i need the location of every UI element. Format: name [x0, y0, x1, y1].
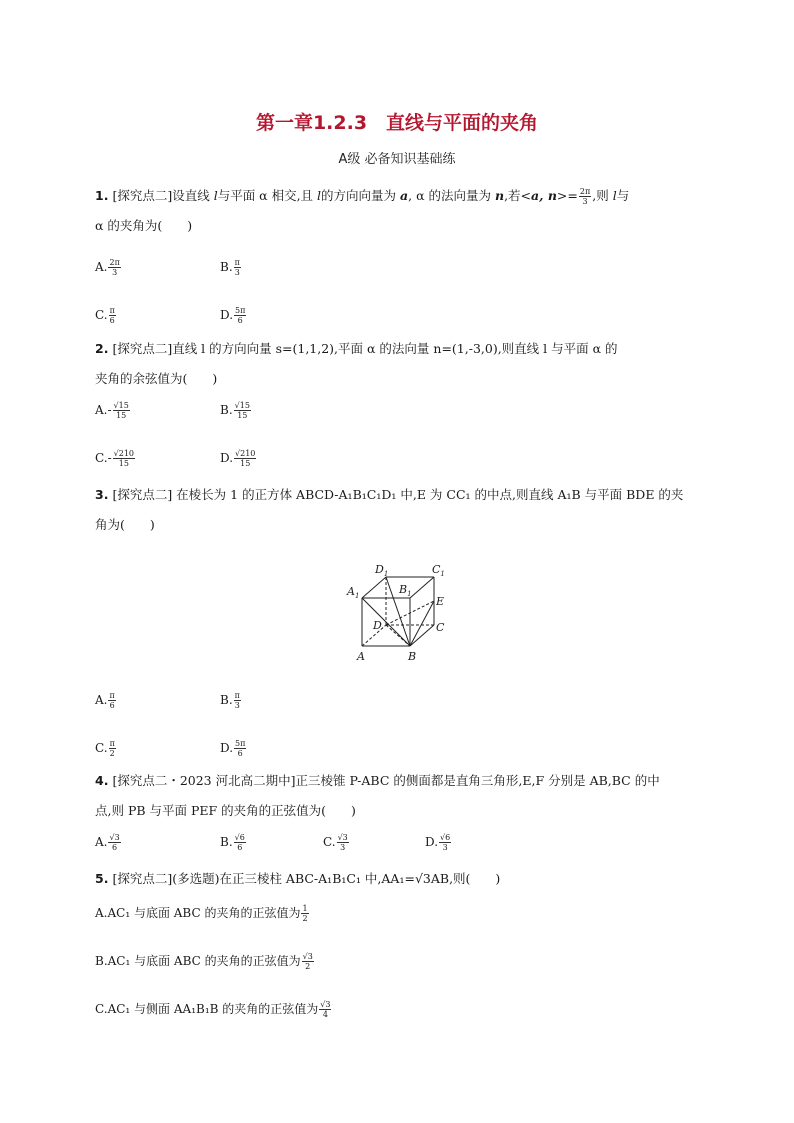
- option-c[interactable]: C.AC₁ 与侧面 AA₁B₁B 的夹角的正弦值为 $\frac{√3}{4}$: [95, 1000, 331, 1019]
- section-subtitle: A级 必备知识基础练: [338, 152, 456, 167]
- option-d[interactable]: D. $\frac{√6}{3}$: [425, 833, 451, 852]
- option-b[interactable]: B. $\frac{\pi}{3}$: [220, 258, 240, 277]
- option-a[interactable]: A.- $\frac{√15}{15}$: [95, 401, 129, 420]
- option-c[interactable]: C. $\frac{√3}{3}$: [323, 833, 348, 852]
- fraction: $\frac{2\pi}{3}$: [579, 187, 591, 206]
- edge-a1d1: [362, 577, 386, 598]
- label-b: B: [408, 650, 417, 663]
- question-number: 5.: [95, 871, 109, 886]
- question-number: 3.: [95, 487, 109, 502]
- option-d[interactable]: D. $\frac{5\pi}{6}$: [220, 739, 246, 758]
- option-b[interactable]: B. $\frac{\pi}{3}$: [220, 691, 240, 710]
- option-c[interactable]: C.- $\frac{√210}{15}$: [95, 449, 135, 468]
- option-b[interactable]: B. $\frac{√15}{15}$: [220, 401, 250, 420]
- label-b1: $B_1$: [399, 583, 412, 598]
- segment-be: [410, 601, 434, 646]
- question-tag: [探究点二]: [112, 188, 173, 203]
- label-d1: $D_1$: [375, 563, 389, 578]
- question-3: 3. [探究点二] 在棱长为 1 的正方体 ABCD-A₁B₁C₁D₁ 中,E 为 CC₁ 的中点,则直线 A₁B 与平面 BDE 的夹 角为( ): [95, 487, 684, 532]
- question-5: 5. [探究点二](多选题)在正三棱柱 ABC-A₁B₁C₁ 中,AA₁=√3AB,则( ): [95, 871, 501, 886]
- option-c[interactable]: C. $\frac{\pi}{2}$: [95, 739, 115, 758]
- edge-bc: [410, 625, 434, 646]
- label-c: C: [436, 621, 445, 634]
- option-a[interactable]: A. $\frac{√3}{6}$: [95, 833, 120, 852]
- option-a[interactable]: A. $\frac{2\pi}{3}$: [95, 258, 120, 277]
- question-number: 2.: [95, 341, 109, 356]
- option-a[interactable]: A. $\frac{\pi}{6}$: [95, 691, 115, 710]
- label-a1: $A_1$: [347, 585, 360, 600]
- option-a[interactable]: A.AC₁ 与底面 ABC 的夹角的正弦值为 $\frac{1}{2}$: [95, 904, 308, 923]
- question-2: 2. [探究点二]直线 l 的方向向量 s=(1,1,2),平面 α 的法向量 n=(1,-3,0),则直线 l 与平面 α 的 夹角的余弦值为( ): [95, 341, 618, 386]
- option-d[interactable]: D. $\frac{√210}{15}$: [220, 449, 256, 468]
- label-d: D: [373, 619, 382, 632]
- question-line-2: α 的夹角为( ): [95, 218, 193, 233]
- question-1: 1. [探究点二]设直线 l与平面 α 相交,且 l的方向向量为 a, α 的法向量为 n,若<a, n>= $\frac{2\pi}{3}$ ,则 l与 α 的夹角为( ): [95, 187, 630, 233]
- label-c1: $C_1$: [432, 563, 445, 578]
- edge-b1c1: [410, 577, 434, 598]
- page-title: 第一章1.2.3 直线与平面的夹角: [255, 112, 539, 134]
- label-a: A: [357, 650, 365, 663]
- cube-figure: [335, 555, 465, 670]
- option-d[interactable]: D. $\frac{5\pi}{6}$: [220, 306, 246, 325]
- option-b[interactable]: B. $\frac{√6}{6}$: [220, 833, 245, 852]
- label-e: E: [436, 595, 445, 608]
- question-number: 1.: [95, 188, 109, 203]
- option-b[interactable]: B.AC₁ 与底面 ABC 的夹角的正弦值为 $\frac{√3}{2}$: [95, 952, 313, 971]
- question-number: 4.: [95, 773, 109, 788]
- question-4: 4. [探究点二・2023 河北高二期中]正三棱锥 P-ABC 的侧面都是直角三角形,E,F 分别是 AB,BC 的中 点,则 PB 与平面 PEF 的夹角的正弦值为( ): [95, 773, 660, 818]
- option-c[interactable]: C. $\frac{\pi}{6}$: [95, 306, 115, 325]
